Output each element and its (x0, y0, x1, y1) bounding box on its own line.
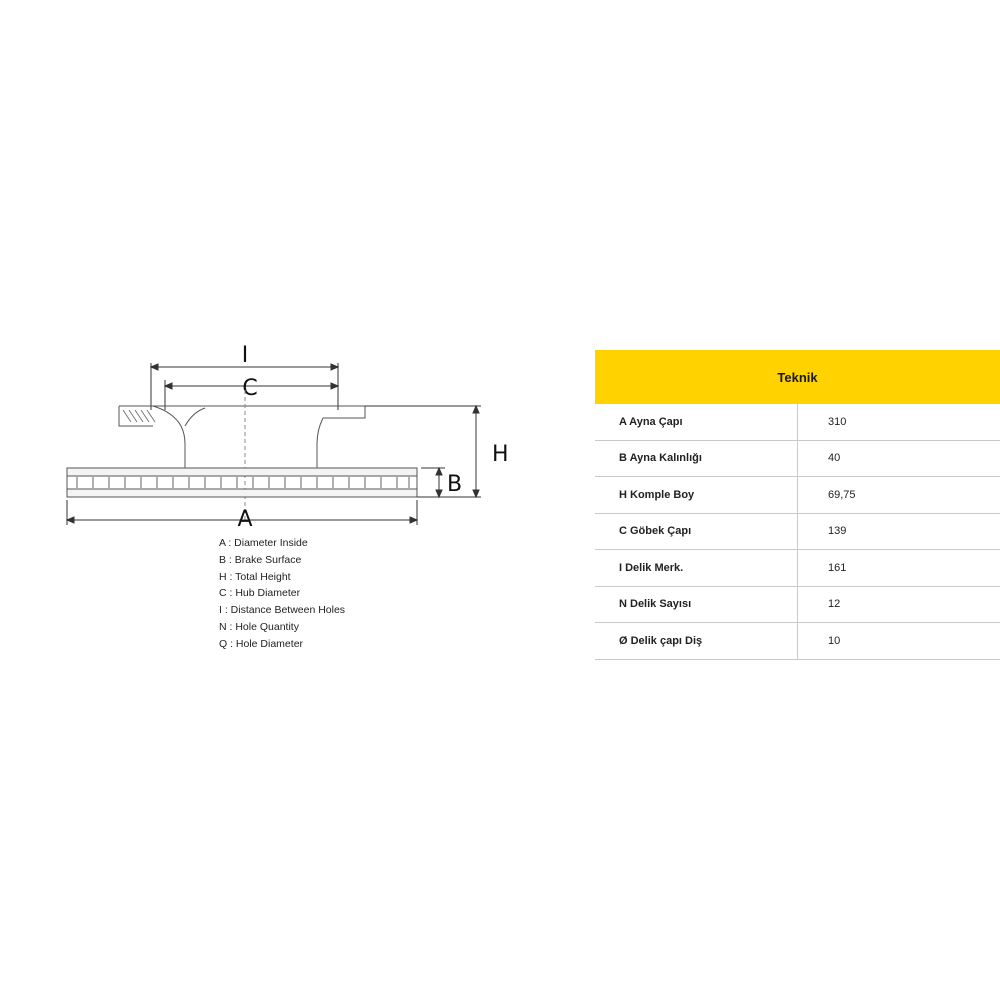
label-h: H (492, 442, 509, 467)
spec-value: 40 (798, 440, 1000, 477)
legend-item: Q : Hole Diameter (219, 637, 304, 650)
legend-item: C : Hub Diameter (219, 587, 301, 600)
spec-value: 12 (798, 586, 1000, 623)
table-row (595, 404, 1000, 440)
label-b: B (447, 472, 463, 497)
spec-value: 69,75 (798, 477, 1000, 514)
spec-value: 139 (798, 513, 1000, 550)
legend-item: N : Hole Quantity (219, 620, 299, 633)
legend-item: I : Distance Between Holes (219, 604, 346, 617)
spec-label: A Ayna Çapı (595, 404, 798, 440)
table-row (595, 550, 1000, 587)
spec-label: C Göbek Çapı (595, 513, 798, 550)
dimension-b (421, 468, 445, 497)
table-row (595, 513, 1000, 550)
spec-label: Ø Delik çapı Diş (595, 623, 798, 660)
table-row (595, 586, 1000, 623)
technical-spec-table (595, 350, 1000, 660)
spec-label: I Delik Merk. (595, 550, 798, 587)
spec-label: N Delik Sayısı (595, 586, 798, 623)
spec-label: B Ayna Kalınlığı (595, 440, 798, 477)
legend-item: H : Total Height (219, 570, 291, 583)
spec-value: 161 (798, 550, 1000, 587)
label-i: I (241, 343, 249, 368)
spec-label: H Komple Boy (595, 477, 798, 514)
legend-item: A : Diameter Inside (219, 537, 308, 549)
spec-value: 310 (798, 404, 1000, 440)
brake-disc-diagram (55, 330, 525, 540)
table-row (595, 477, 1000, 514)
dimension-h (365, 406, 481, 497)
table-header: Teknik (595, 350, 1000, 404)
label-c: C (242, 376, 258, 401)
dimension-legend (219, 535, 345, 653)
spec-value: 10 (798, 623, 1000, 660)
legend-item: B : Brake Surface (219, 553, 302, 566)
disc-profile (67, 390, 417, 520)
label-a: A (237, 507, 253, 532)
table-row (595, 623, 1000, 660)
table-row (595, 440, 1000, 477)
